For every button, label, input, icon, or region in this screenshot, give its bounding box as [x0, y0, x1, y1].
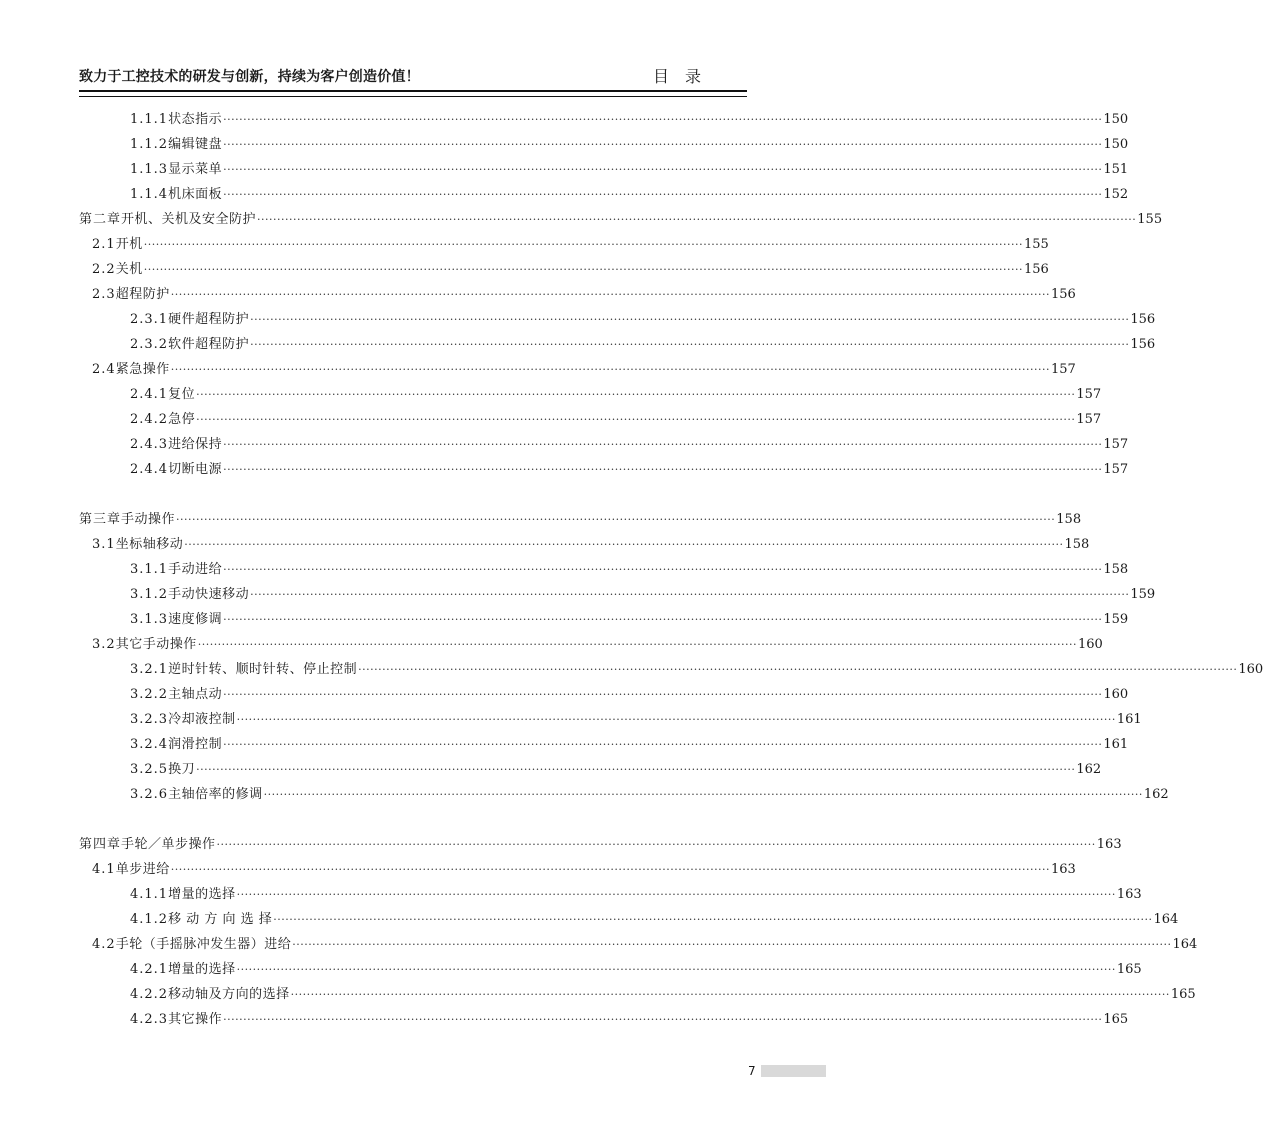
toc-entry-page: 157: [1076, 412, 1102, 427]
toc-entry[interactable]: [130, 433, 1129, 453]
toc-entry-title: 其它操作: [168, 1012, 223, 1027]
toc-entry-number: 3.2: [92, 637, 116, 652]
toc-entry-number: 2.2: [92, 262, 116, 277]
toc-entry-page: 157: [1050, 362, 1076, 377]
toc-entry-title: 开机: [115, 237, 143, 252]
toc-entry-page: 155: [1137, 212, 1163, 227]
toc-leader-dots: ····························································································································································································································: [250, 338, 1130, 351]
toc-entry-page: 163: [1096, 837, 1122, 852]
toc-entry[interactable]: [79, 508, 1082, 528]
toc-entry-page: 162: [1143, 787, 1169, 802]
toc-leader-dots: ····························································································································································································································: [223, 188, 1103, 201]
toc-entry-page: 156: [1050, 287, 1076, 302]
toc-entry-page: 164: [1172, 937, 1198, 952]
toc-entry-page: 159: [1130, 587, 1156, 602]
toc-entry[interactable]: [130, 158, 1129, 178]
toc-entry[interactable]: [130, 458, 1129, 478]
toc-entry-title: 增量的选择: [168, 887, 236, 902]
toc-entry-number: 4.2: [92, 937, 116, 952]
toc-entry[interactable]: [130, 108, 1129, 128]
toc-entry-title: 编辑键盘: [168, 137, 223, 152]
toc-leader-dots: ····························································································································································································································: [196, 388, 1076, 401]
toc-entry-page: 161: [1103, 737, 1129, 752]
toc-entry-page: 165: [1170, 987, 1196, 1002]
toc-leader-dots: ····························································································································································································································: [290, 988, 1170, 1001]
toc-entry-number: 1.1.1: [130, 112, 169, 127]
toc-entry[interactable]: [130, 683, 1129, 703]
toc-entry-title: 增量的选择: [168, 962, 236, 977]
toc-entry-title: 坐标轴移动: [115, 537, 184, 552]
toc-leader-dots: ····························································································································································································································: [223, 163, 1103, 176]
toc-entry-number: 2.4.4: [130, 462, 169, 477]
toc-entry-number: 第三章: [79, 512, 122, 527]
toc-entry-number: 2.3: [92, 287, 116, 302]
toc-entry-page: 152: [1103, 187, 1129, 202]
toc-leader-dots: ····························································································································································································································: [250, 588, 1130, 601]
toc-entry-page: 157: [1103, 437, 1129, 452]
toc-leader-dots: ····························································································································································································································: [184, 538, 1064, 551]
toc-entry-number: 2.4: [92, 362, 116, 377]
toc-leader-dots: ····························································································································································································································: [170, 288, 1050, 301]
toc-entry[interactable]: [130, 183, 1129, 203]
toc-entry-number: 4.1.2: [130, 912, 169, 927]
toc-entry-title: 状态指示: [168, 112, 223, 127]
toc-entry-title: 主轴点动: [168, 687, 223, 702]
toc-entry-number: 3.1.2: [130, 587, 169, 602]
toc-entry[interactable]: [130, 758, 1102, 778]
toc-entry-page: 158: [1056, 512, 1082, 527]
toc-entry-title: 移 动 方 向 选 择: [168, 912, 273, 927]
toc-entry-page: 150: [1103, 112, 1129, 127]
toc-leader-dots: ····························································································································································································································: [170, 363, 1050, 376]
toc-entry-number: 3.2.5: [130, 762, 169, 777]
header-slogan: 致力于工控技术的研发与创新，持续为客户创造价值！: [79, 69, 420, 85]
toc-entry-title: 换刀: [168, 762, 196, 777]
toc-leader-dots: ····························································································································································································································: [292, 938, 1172, 951]
toc-entry-page: 165: [1103, 1012, 1129, 1027]
toc-entry[interactable]: [92, 633, 1103, 653]
toc-entry[interactable]: [130, 983, 1196, 1003]
toc-entry-number: 2.4.1: [130, 387, 169, 402]
toc-entry-number: 3.2.3: [130, 712, 169, 727]
toc-entry[interactable]: [92, 283, 1076, 303]
toc-entry-number: 3.1.3: [130, 612, 169, 627]
toc-entry[interactable]: [130, 133, 1129, 153]
toc-entry-title: 冷却液控制: [168, 712, 236, 727]
toc-entry-title: 硬件超程防护: [168, 312, 250, 327]
toc-entry-number: 2.4.3: [130, 437, 169, 452]
toc-entry[interactable]: [92, 858, 1076, 878]
toc-entry-number: 2.4.2: [130, 412, 169, 427]
toc-leader-dots: ····························································································································································································································: [236, 713, 1116, 726]
toc-entry-page: 156: [1130, 337, 1156, 352]
toc-entry[interactable]: [130, 908, 1179, 928]
toc-entry-title: 紧急操作: [115, 362, 170, 377]
toc-entry-title: 手轮／单步操作: [121, 837, 216, 852]
toc-entry-title: 软件超程防护: [168, 337, 250, 352]
toc-entry-title: 切断电源: [168, 462, 223, 477]
toc-entry-page: 162: [1076, 762, 1102, 777]
toc-entry[interactable]: [130, 308, 1156, 328]
toc-entry-title: 速度修调: [168, 612, 223, 627]
toc-leader-dots: ····························································································································································································································: [197, 638, 1077, 651]
toc-leader-dots: ····························································································································································································································: [223, 738, 1103, 751]
toc-leader-dots: ····························································································································································································································: [170, 863, 1050, 876]
toc-entry[interactable]: [79, 208, 1163, 228]
toc-entry-title: 逆时针转、顺时针转、停止控制: [168, 662, 358, 677]
toc-entry-page: 160: [1238, 662, 1263, 677]
toc-entry-page: 155: [1023, 237, 1049, 252]
toc-entry-title: 主轴倍率的修调: [168, 787, 263, 802]
toc-entry-page: 157: [1076, 387, 1102, 402]
toc-entry[interactable]: [130, 733, 1129, 753]
toc-entry-page: 150: [1103, 137, 1129, 152]
toc-entry[interactable]: [92, 358, 1076, 378]
toc-entry-title: 超程防护: [115, 287, 170, 302]
toc-entry-number: 2.3.1: [130, 312, 169, 327]
toc-entry-title: 单步进给: [115, 862, 170, 877]
toc-entry-page: 158: [1064, 537, 1090, 552]
toc-entry-title: 手动快速移动: [168, 587, 250, 602]
toc-entry-number: 4.1.1: [130, 887, 169, 902]
toc-entry-title: 急停: [168, 412, 196, 427]
toc-leader-dots: ····························································································································································································································: [223, 613, 1103, 626]
toc-entry-number: 第四章: [79, 837, 122, 852]
toc-entry-title: 手动进给: [168, 562, 223, 577]
toc-entry-title: 手轮（手摇脉冲发生器）进给: [115, 937, 292, 952]
toc-leader-dots: ····························································································································································································································: [216, 838, 1096, 851]
toc-entry-title: 复位: [168, 387, 196, 402]
toc-leader-dots: ····························································································································································································································: [263, 788, 1143, 801]
toc-entry-number: 1.1.2: [130, 137, 169, 152]
toc-entry-page: 161: [1116, 712, 1142, 727]
toc-entry-page: 160: [1103, 687, 1129, 702]
toc-entry-title: 进给保持: [168, 437, 223, 452]
toc-leader-dots: ····························································································································································································································: [223, 463, 1103, 476]
toc-entry[interactable]: [130, 783, 1169, 803]
toc-leader-dots: ····························································································································································································································: [196, 413, 1076, 426]
toc-entry-page: 156: [1130, 312, 1156, 327]
toc-entry-title: 显示菜单: [168, 162, 223, 177]
toc-entry[interactable]: [130, 408, 1102, 428]
toc-entry-number: 4.2.3: [130, 1012, 169, 1027]
toc-entry-number: 1.1.3: [130, 162, 169, 177]
toc-leader-dots: ····························································································································································································································: [223, 138, 1103, 151]
toc-entry[interactable]: [130, 608, 1129, 628]
toc-entry-page: 151: [1103, 162, 1129, 177]
toc-entry-number: 3.2.1: [130, 662, 169, 677]
toc-entry[interactable]: [92, 933, 1198, 953]
toc-entry-number: 1.1.4: [130, 187, 169, 202]
toc-leader-dots: ····························································································································································································································: [236, 888, 1116, 901]
toc-leader-dots: ····························································································································································································································: [143, 238, 1023, 251]
toc-entry-number: 3.1: [92, 537, 116, 552]
toc-entry[interactable]: [130, 1008, 1129, 1028]
toc-leader-dots: ····························································································································································································································: [358, 663, 1238, 676]
toc-entry-number: 4.1: [92, 862, 116, 877]
toc-leader-dots: ····························································································································································································································: [250, 313, 1130, 326]
toc-entry-title: 润滑控制: [168, 737, 223, 752]
toc-entry-title: 移动轴及方向的选择: [168, 987, 290, 1002]
toc-leader-dots: ····························································································································································································································: [143, 263, 1023, 276]
toc-entry-number: 4.2.1: [130, 962, 169, 977]
toc-entry-page: 156: [1023, 262, 1049, 277]
toc-entry[interactable]: [92, 533, 1090, 553]
toc-entry[interactable]: [92, 233, 1049, 253]
toc-entry-page: 163: [1116, 887, 1142, 902]
toc-leader-dots: ····························································································································································································································: [273, 913, 1153, 926]
toc-leader-dots: ····························································································································································································································: [223, 113, 1103, 126]
toc-entry[interactable]: [130, 958, 1142, 978]
toc-entry-title: 机床面板: [168, 187, 223, 202]
toc-entry-number: 2.3.2: [130, 337, 169, 352]
toc-entry[interactable]: [79, 833, 1122, 853]
toc-entry-page: 157: [1103, 462, 1129, 477]
toc-entry[interactable]: [130, 708, 1142, 728]
toc-entry[interactable]: [92, 258, 1049, 278]
toc-leader-dots: ····························································································································································································································: [223, 563, 1103, 576]
page-number: 7: [748, 1064, 756, 1078]
toc-entry-page: 165: [1116, 962, 1142, 977]
toc-leader-dots: ····························································································································································································································: [236, 963, 1116, 976]
toc-entry[interactable]: [130, 658, 1263, 678]
toc-entry[interactable]: [130, 558, 1129, 578]
toc-entry-page: 164: [1153, 912, 1179, 927]
toc-leader-dots: ····························································································································································································································: [223, 1013, 1103, 1026]
toc-entry[interactable]: [130, 383, 1102, 403]
toc-entry-number: 3.2.4: [130, 737, 169, 752]
toc-entry-page: 160: [1077, 637, 1103, 652]
toc-entry-number: 4.2.2: [130, 987, 169, 1002]
toc-entry-number: 3.1.1: [130, 562, 169, 577]
toc-entry-page: 163: [1050, 862, 1076, 877]
toc-entry[interactable]: [130, 583, 1156, 603]
toc-entry-page: 158: [1103, 562, 1129, 577]
toc-entry-title: 其它手动操作: [115, 637, 197, 652]
toc-leader-dots: ····························································································································································································································: [223, 438, 1103, 451]
header-title: 目录: [652, 67, 717, 86]
toc-entry[interactable]: [130, 883, 1142, 903]
toc-entry-title: 开机、关机及安全防护: [121, 212, 257, 227]
toc-entry-title: 关机: [115, 262, 143, 277]
toc-leader-dots: ····························································································································································································································: [257, 213, 1137, 226]
toc-entry-number: 3.2.6: [130, 787, 169, 802]
toc-leader-dots: ····························································································································································································································: [176, 513, 1056, 526]
toc-entry-title: 手动操作: [121, 512, 176, 527]
toc-leader-dots: ····························································································································································································································: [196, 763, 1076, 776]
toc-entry-page: 159: [1103, 612, 1129, 627]
footer-bar: [761, 1065, 826, 1077]
toc-entry-number: 3.2.2: [130, 687, 169, 702]
toc-entry-number: 2.1: [92, 237, 116, 252]
toc-entry-number: 第二章: [79, 212, 122, 227]
toc-entry[interactable]: [130, 333, 1156, 353]
toc-leader-dots: ····························································································································································································································: [223, 688, 1103, 701]
